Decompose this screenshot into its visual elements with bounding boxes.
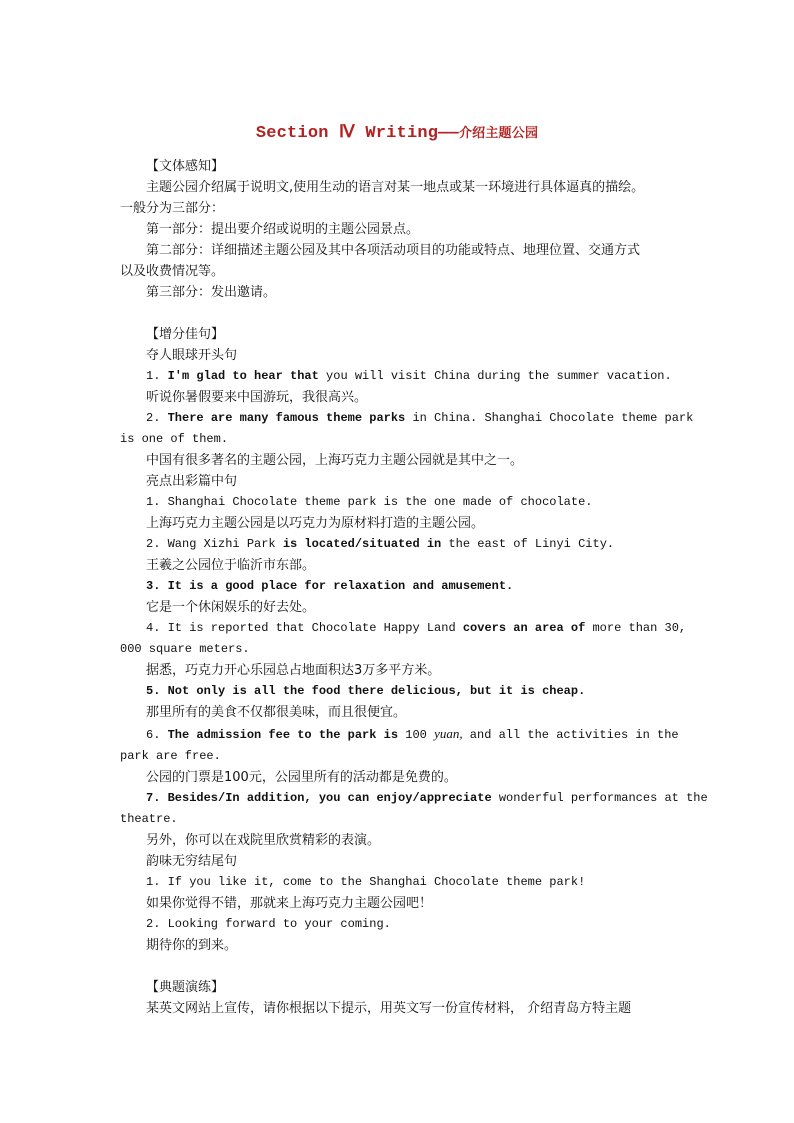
key-phrase: covers an area of (462, 621, 586, 635)
num: 1. (146, 369, 168, 383)
currency-word: yuan, (434, 726, 463, 741)
sentence-rest: and all the activities in the (462, 728, 679, 742)
sentence-start: 4. It is reported that Chocolate Happy Land (146, 621, 463, 635)
middle-sentence-6-cn: 公园的门票是100元，公园里所有的活动都是免费的。 (146, 770, 457, 785)
middle-sentence-2 (120, 534, 678, 555)
document-body (120, 156, 708, 1019)
ending-heading: 韵味无穷结尾句 (146, 854, 238, 869)
middle-sentence-6 (120, 723, 678, 746)
key-phrase: 7. Besides/In addition, you can enjoy/appreciate (146, 791, 492, 805)
middle-sentence-5: 5. Not only is all the food there delicious, but it is cheap. (146, 684, 586, 698)
page-title (0, 122, 794, 143)
opening-sentence-2-line2: is one of them. (120, 432, 229, 446)
section-heading-practice: 【典题演练】 (146, 980, 225, 995)
middle-sentence-1: 1. Shanghai Chocolate theme park is the one made of chocolate. (146, 495, 593, 509)
intro-paragraph-line1: 主题公园介绍属于说明文,使用生动的语言对某一地点或某一环境进行具体逼真的描绘。 (146, 180, 645, 195)
opening-sentence-2-cn: 中国有很多著名的主题公园，上海巧克力主题公园就是其中之一。 (146, 453, 524, 468)
sentence-rest: more than 30, (585, 621, 687, 635)
sentence-rest: in China. Shanghai Chocolate theme park (405, 411, 694, 425)
practice-paragraph: 某英文网站上宣传，请你根据以下提示，用英文写一份宣传材料， 介绍青岛方特主题 (146, 1001, 632, 1016)
key-phrase: The admission fee to the park is (167, 728, 399, 742)
intro-part2-line2: 以及收费情况等。 (120, 264, 225, 279)
middle-sentence-7-cn: 另外，你可以在戏院里欣赏精彩的表演。 (146, 833, 381, 848)
opening-heading: 夺人眼球开头句 (146, 348, 238, 363)
ending-sentence-2: 2. Looking forward to your coming. (146, 917, 391, 931)
middle-sentence-7-line2: theatre. (120, 812, 178, 826)
middle-heading: 亮点出彩篇中句 (146, 474, 238, 489)
sentence-rest: wonderful performances at the (491, 791, 708, 805)
title-en: Section Ⅳ Writing—— (255, 124, 459, 143)
middle-sentence-2-cn: 王羲之公园位于临沂市东部。 (146, 558, 316, 573)
spacer (120, 303, 678, 324)
num: 2. (146, 411, 168, 425)
section-heading-genre: 【文体感知】 (146, 159, 225, 174)
ending-sentence-2-cn: 期待你的到来。 (146, 938, 238, 953)
spacer (120, 956, 678, 977)
sentence-start: 2. Wang Xizhi Park (146, 537, 283, 551)
intro-paragraph-line2: 一般分为三部分： (120, 201, 225, 216)
middle-sentence-4 (120, 618, 687, 639)
middle-sentence-4-line2: 000 square meters. (120, 642, 250, 656)
middle-sentence-6-line2: park are free. (120, 749, 221, 763)
middle-sentence-1-cn: 上海巧克力主题公园是以巧克力为原材料打造的主题公园。 (146, 516, 485, 531)
num: 6. (146, 728, 168, 742)
intro-part3: 第三部分：发出邀请。 (146, 285, 277, 300)
opening-sentence-1-cn: 听说你暑假要来中国游玩，我很高兴。 (146, 390, 368, 405)
ending-sentence-1: 1. If you like it, come to the Shanghai Chocolate theme park! (146, 875, 586, 889)
middle-sentence-5-cn: 那里所有的美食不仅都很美味，而且很便宜。 (146, 705, 407, 720)
key-phrase: There are many famous theme parks (167, 411, 406, 425)
middle-sentence-4-cn: 据悉，巧克力开心乐园总占地面积达3万多平方米。 (146, 663, 441, 678)
intro-part1: 第一部分：提出要介绍或说明的主题公园景点。 (146, 222, 420, 237)
middle-sentence-7 (120, 788, 708, 809)
key-phrase: I'm glad to hear that (167, 369, 319, 383)
key-phrase: is located/situated in (282, 537, 442, 551)
opening-sentence-1 (120, 366, 678, 387)
intro-part2-line1: 第二部分：详细描述主题公园及其中各项活动项目的功能或特点、地理位置、交通方式 (146, 243, 641, 258)
section-heading-phrases: 【增分佳句】 (146, 327, 225, 342)
title-cn: 介绍主题公园 (458, 126, 539, 141)
middle-sentence-3-cn: 它是一个休闲娱乐的好去处。 (146, 600, 316, 615)
middle-sentence-3: 3. It is a good place for relaxation and amusement. (146, 579, 514, 593)
price-number: 100 (398, 728, 435, 742)
opening-sentence-2 (120, 408, 694, 429)
ending-sentence-1-cn: 如果你觉得不错，那就来上海巧克力主题公园吧！ (146, 896, 433, 911)
sentence-rest: the east of Linyi City. (441, 537, 615, 551)
sentence-rest: you will visit China during the summer vacation. (318, 369, 672, 383)
